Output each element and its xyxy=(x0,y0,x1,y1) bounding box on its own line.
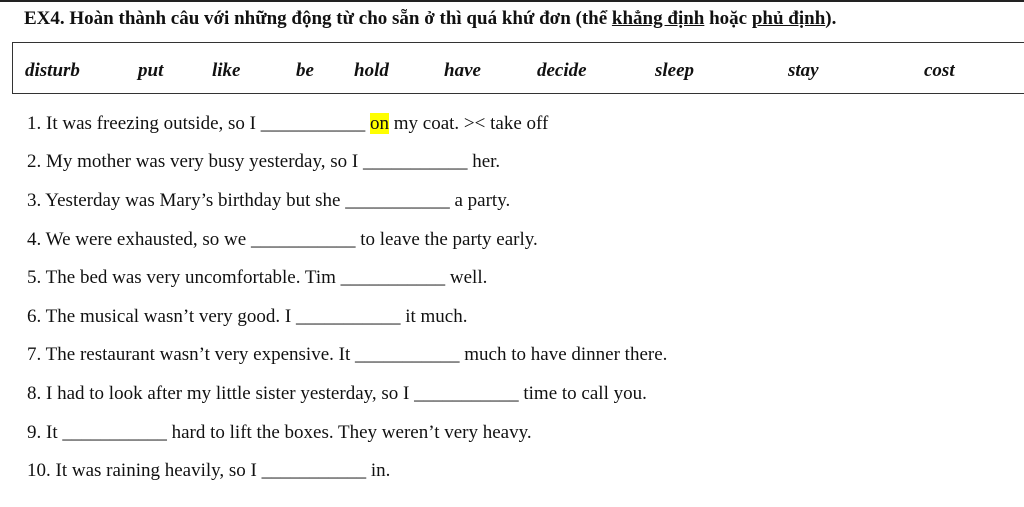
answer-blank[interactable]: ___________ xyxy=(355,344,460,365)
answer-blank[interactable]: ___________ xyxy=(414,383,519,404)
sentence-7 xyxy=(27,344,667,366)
word-bank-item: stay xyxy=(788,60,819,81)
word-bank-item: cost xyxy=(924,60,955,81)
title-affirmative: khẳng định xyxy=(611,8,705,29)
word-bank-item: hold xyxy=(354,60,389,81)
sentence-text: 7. The restaurant wasn’t very expensive. It xyxy=(27,344,356,365)
title-negative: phủ định xyxy=(751,8,826,29)
title-suffix: ). xyxy=(825,8,837,29)
exercise-title xyxy=(24,8,836,30)
word-bank-box xyxy=(12,42,1024,94)
answer-blank[interactable]: ___________ xyxy=(250,229,356,250)
sentence-text: hard to lift the boxes. They weren’t very heavy. xyxy=(166,422,532,443)
answer-blank[interactable]: ___________ xyxy=(260,113,366,134)
sentence-text: 2. My mother was very busy yesterday, so I xyxy=(27,151,363,172)
sentence-text: much to have dinner there. xyxy=(459,344,668,365)
word-bank-item: be xyxy=(296,60,314,81)
word-bank-item: have xyxy=(444,60,481,81)
sentence-10 xyxy=(27,460,390,482)
word-bank-item: disturb xyxy=(25,60,80,81)
answer-blank[interactable]: ___________ xyxy=(261,460,367,481)
sentence-text: 1. It was freezing outside, so I xyxy=(27,113,261,134)
sentence-text: 8. I had to look after my little sister yesterday, so I xyxy=(27,383,415,404)
sentence-text: 3. Yesterday was Mary’s birthday but she xyxy=(27,190,346,211)
sentence-text: my coat. >< take off xyxy=(389,113,549,134)
top-rule xyxy=(0,0,1024,2)
sentence-text: time to call you. xyxy=(518,383,647,404)
sentence-text: well. xyxy=(445,267,488,288)
sentence-text: 4. We were exhausted, so we xyxy=(27,229,251,250)
sentence-text: her. xyxy=(467,151,501,172)
sentence-4 xyxy=(27,229,538,251)
sentence-6 xyxy=(27,306,467,328)
answer-blank[interactable]: ___________ xyxy=(345,190,450,211)
sentence-text: 5. The bed was very uncomfortable. Tim xyxy=(27,267,341,288)
sentence-8 xyxy=(27,383,647,405)
sentence-2 xyxy=(27,151,500,173)
title-middle: hoặc xyxy=(704,8,752,29)
sentence-text: 10. It was raining heavily, so I xyxy=(27,460,262,481)
answer-blank[interactable]: ___________ xyxy=(362,151,468,172)
sentence-1 xyxy=(27,113,548,135)
highlighted-word: on xyxy=(370,113,389,134)
word-bank-item: put xyxy=(138,60,164,81)
title-prefix: EX4. Hoàn thành câu với những động từ cho sẵn ở thì quá khứ đơn (thể xyxy=(24,8,612,29)
sentence-5 xyxy=(27,267,487,289)
sentence-3 xyxy=(27,190,510,212)
answer-blank[interactable]: ___________ xyxy=(62,422,167,443)
sentence-9 xyxy=(27,422,532,444)
sentence-text: a party. xyxy=(449,190,511,211)
sentence-text: it much. xyxy=(400,306,468,327)
sentence-text: to leave the party early. xyxy=(355,229,538,250)
word-bank-item: sleep xyxy=(655,60,695,81)
answer-blank[interactable]: ___________ xyxy=(340,267,446,288)
word-bank-item: like xyxy=(212,60,241,81)
answer-blank[interactable]: ___________ xyxy=(295,306,401,327)
sentence-text: 6. The musical wasn’t very good. I xyxy=(27,306,296,327)
word-bank-item: decide xyxy=(537,60,587,81)
sentence-text: in. xyxy=(366,460,391,481)
sentence-text: 9. It xyxy=(27,422,63,443)
